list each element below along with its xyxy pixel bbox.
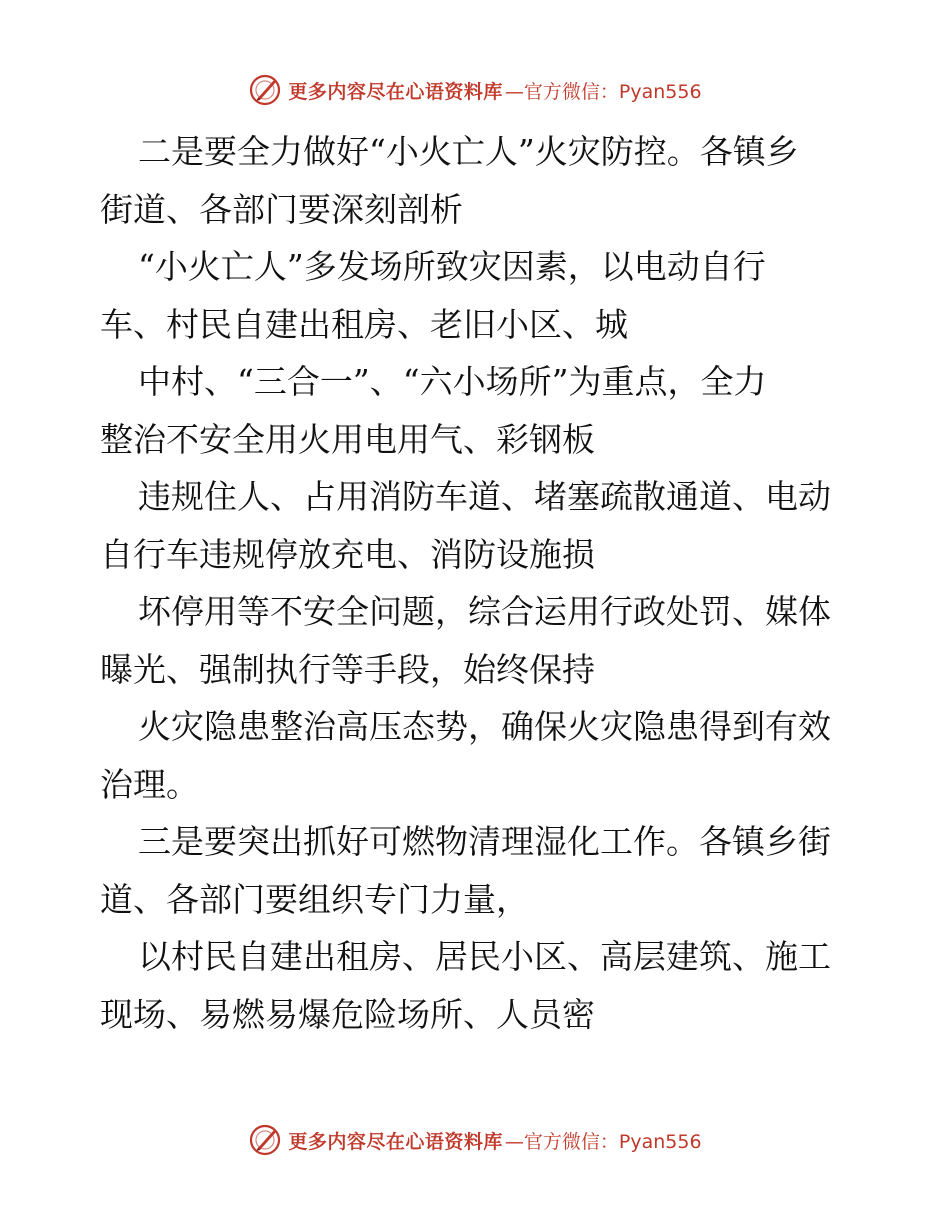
text-line: 街道、各部门要深刻剖析 (100, 189, 463, 229)
banner-main-text: 更多内容尽在心语资料库 (288, 80, 503, 103)
text-line: 自行车违规停放充电、消防设施损 (100, 534, 595, 574)
quill-logo-icon (248, 1123, 282, 1157)
text-line: 整治不安全用火用电用气、彩钢板 (100, 419, 595, 459)
text-line: 曝光、强制执行等手段，始终保持 (100, 649, 595, 689)
text-line: 二是要全力做好“小火亡人”火灾防控。各镇乡 (138, 132, 799, 171)
banner-main-text: 更多内容尽在心语资料库 (288, 1130, 503, 1153)
text-line: 坏停用等不安全问题，综合运用行政处罚、媒体 (138, 592, 831, 631)
text-line: 中村、“三合一”、“六小场所”为重点，全力 (138, 362, 767, 401)
text-line: “小火亡人”多发场所致灾因素，以电动自行 (138, 247, 766, 286)
text-line: 道、各部门要组织专门力量， (100, 879, 529, 919)
text-line: 现场、易燃易爆危险场所、人员密 (100, 994, 595, 1034)
banner-wechat-text: —官方微信：Pyan556 (504, 1130, 702, 1153)
text-line: 治理。 (100, 764, 199, 804)
document-body (100, 123, 860, 1043)
footer-banner (0, 1120, 950, 1160)
text-line: 三是要突出抓好可燃物清理湿化工作。各镇乡街 (138, 822, 831, 861)
text-line: 违规住人、占用消防车道、堵塞疏散通道、电动 (138, 477, 831, 516)
banner-wechat-text: —官方微信：Pyan556 (504, 80, 702, 103)
header-banner (0, 70, 950, 110)
text-line: 火灾隐患整治高压态势，确保火灾隐患得到有效 (138, 707, 831, 746)
quill-logo-icon (248, 73, 282, 107)
text-line: 车、村民自建出租房、老旧小区、城 (100, 304, 628, 344)
text-line: 以村民自建出租房、居民小区、高层建筑、施工 (138, 937, 831, 976)
